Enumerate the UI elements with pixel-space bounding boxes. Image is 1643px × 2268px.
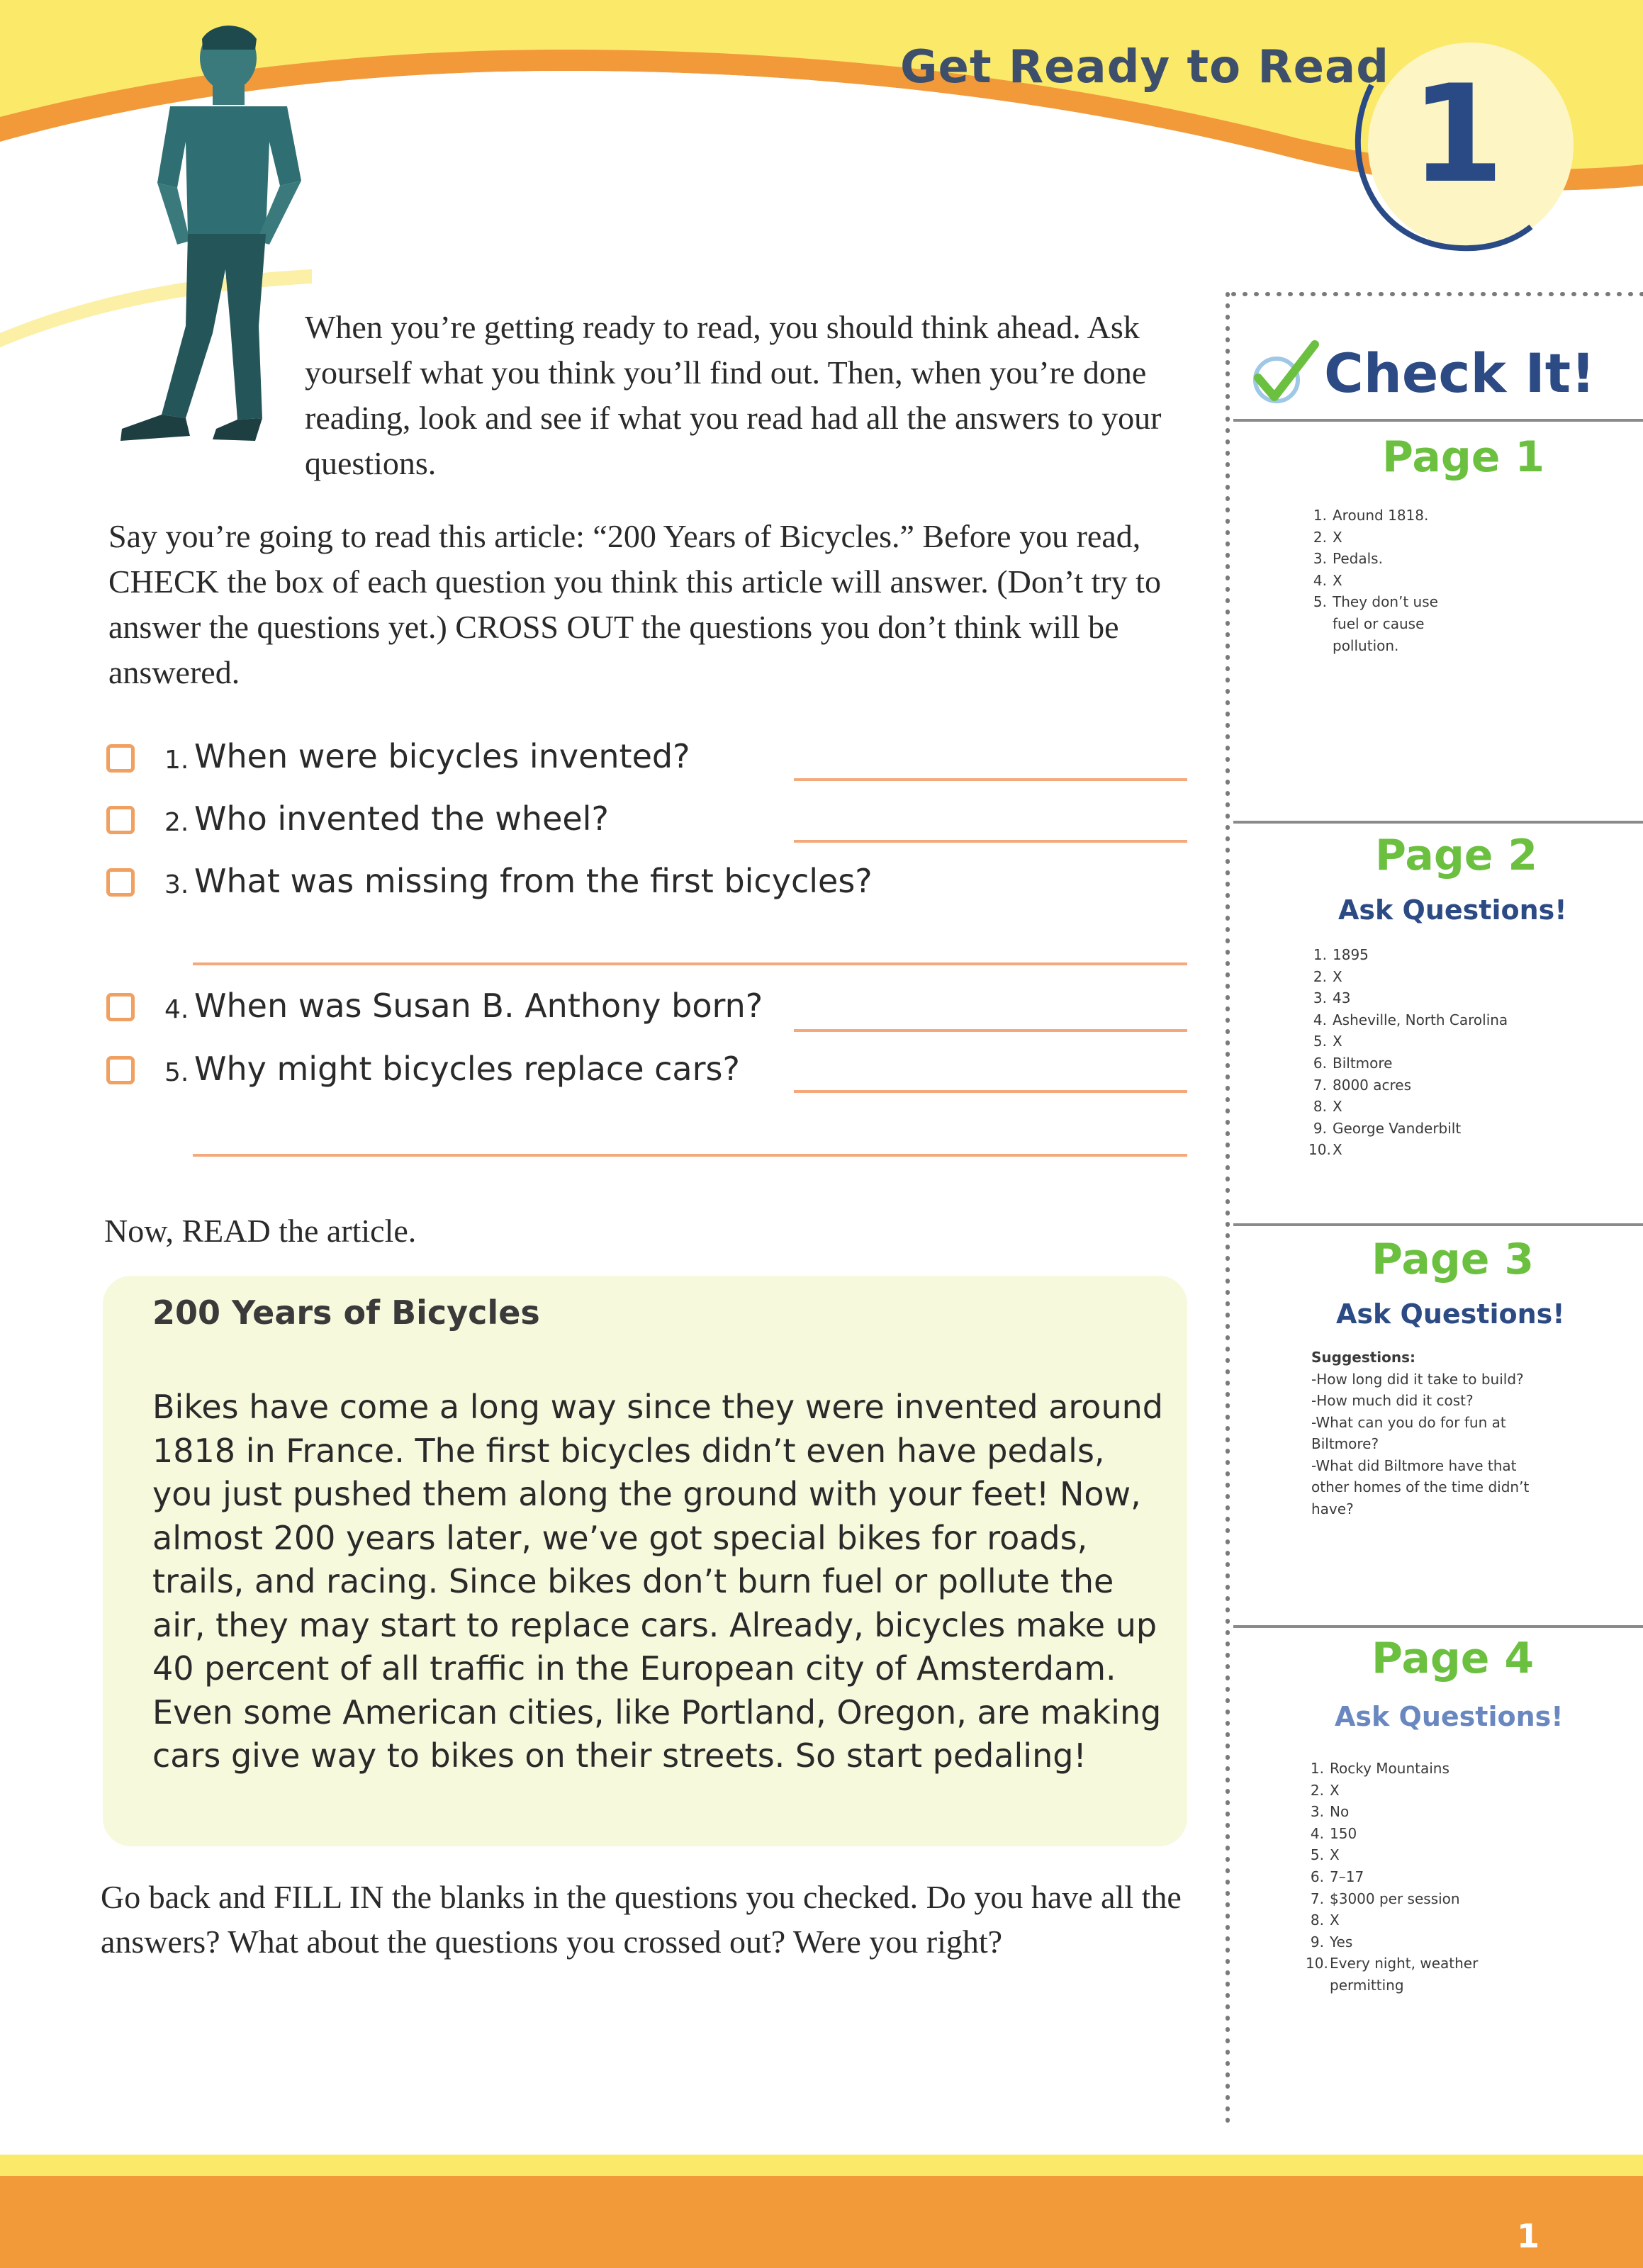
list-item: 5. They don’t use fuel or cause pollution. xyxy=(1313,593,1438,654)
answer-blank[interactable] xyxy=(794,1090,1187,1093)
question-number: 4. xyxy=(164,995,189,1024)
list-item: 4. Asheville, North Carolina xyxy=(1313,1011,1508,1028)
footer-orange-band xyxy=(0,2176,1643,2268)
answer-section-page-2-label: Page 2 xyxy=(1375,831,1538,880)
question-number: 1. xyxy=(164,746,189,775)
go-back-paragraph: Go back and FILL IN the blanks in the questions you checked. Do you have all the answers? What about the questions you crossed out? Were you right? xyxy=(101,1879,1182,1960)
answer-list-page-2 xyxy=(1308,944,1578,1161)
now-read-instruction: Now, READ the article. xyxy=(104,1213,417,1249)
list-item: 7. 8000 acres xyxy=(1313,1076,1412,1094)
instructions-paragraph: Say you’re going to read this article: “200 Years of Bicycles.” Before you read, CHECK the box of each question you think this article will answer. (Don’t try to answer the questions yet.) CROSS OUT the questions you don’t think will be answered. xyxy=(108,518,1161,690)
suggestions-label: Suggestions: xyxy=(1311,1349,1416,1366)
list-item: 9. George Vanderbilt xyxy=(1313,1119,1462,1137)
list-item: 4. 150 xyxy=(1310,1824,1357,1842)
question-checkbox[interactable] xyxy=(106,806,135,834)
list-item: 1. 1895 xyxy=(1313,946,1369,963)
list-item: -What can you do for fun at Biltmore? xyxy=(1311,1413,1506,1452)
list-item: 1. Around 1818. xyxy=(1313,507,1429,524)
answer-blank[interactable] xyxy=(794,778,1187,781)
list-item: 1. Rocky Mountains xyxy=(1310,1760,1449,1777)
question-checkbox[interactable] xyxy=(106,868,135,897)
question-number: 5. xyxy=(164,1058,189,1087)
list-item: 4. X xyxy=(1313,571,1342,589)
list-item: -How long did it take to build? xyxy=(1311,1370,1524,1388)
ask-questions-subtitle: Ask Questions! xyxy=(1338,894,1567,926)
answer-blank[interactable] xyxy=(794,840,1187,843)
answer-section-page-3-label: Page 3 xyxy=(1372,1235,1535,1284)
ask-questions-subtitle: Ask Questions! xyxy=(1335,1701,1564,1732)
list-item: 3. 43 xyxy=(1313,989,1351,1007)
list-item: -What did Biltmore have that other homes of the time didn’t have? xyxy=(1311,1456,1530,1517)
answer-blank[interactable] xyxy=(193,962,1187,965)
list-item: 3. Pedals. xyxy=(1313,550,1383,568)
answer-section-page-4-label: Page 4 xyxy=(1372,1634,1535,1683)
list-item: 3. No xyxy=(1310,1803,1350,1821)
answer-list-page-4 xyxy=(1306,1758,1518,1997)
question-text: Why might bicycles replace cars? xyxy=(194,1050,740,1088)
list-item: 2. X xyxy=(1310,1781,1340,1799)
list-item: 9. Yes xyxy=(1310,1933,1353,1950)
question-number: 3. xyxy=(164,870,189,899)
question-text: When was Susan B. Anthony born? xyxy=(194,987,763,1025)
lesson-number: 1 xyxy=(1411,56,1505,213)
list-item: 7. $3000 per session xyxy=(1310,1890,1460,1907)
list-item: 5. X xyxy=(1313,1033,1342,1050)
page-number: 1 xyxy=(1517,2217,1540,2255)
list-item: 10. Every night, weather permitting xyxy=(1306,1955,1479,1994)
list-item: -How much did it cost? xyxy=(1311,1392,1474,1409)
answer-blank[interactable] xyxy=(193,1154,1187,1157)
list-item: 6. 7–17 xyxy=(1310,1868,1364,1885)
question-text: When were bicycles invented? xyxy=(194,737,690,775)
intro-paragraph: When you’re getting ready to read, you should think ahead. Ask yourself what you think you’ll find out. Then, when you’re done reading, look and see if what you read had all the answers to your questions. xyxy=(305,309,1162,481)
list-item: 2. X xyxy=(1313,967,1342,985)
list-item: 8. X xyxy=(1310,1911,1340,1929)
list-item: 2. X xyxy=(1313,528,1342,546)
answer-section-page-1-label: Page 1 xyxy=(1382,432,1545,482)
answer-blank[interactable] xyxy=(794,1029,1187,1032)
article-title: 200 Years of Bicycles xyxy=(152,1293,540,1332)
list-item: 10. X xyxy=(1308,1141,1342,1159)
ask-questions-subtitle: Ask Questions! xyxy=(1336,1298,1565,1330)
checkmark-icon xyxy=(1250,339,1320,413)
page-title: Get Ready to Read xyxy=(900,41,1390,94)
answer-list-page-1 xyxy=(1308,505,1493,656)
list-item: 6. Biltmore xyxy=(1313,1054,1393,1072)
question-checkbox[interactable] xyxy=(106,1056,135,1084)
list-item: 5. X xyxy=(1310,1846,1340,1864)
list-item: 8. X xyxy=(1313,1098,1342,1116)
suggestions-list xyxy=(1311,1347,1552,1520)
question-text: Who invented the wheel? xyxy=(194,799,609,838)
question-text: What was missing from the first bicycles? xyxy=(194,862,873,900)
question-checkbox[interactable] xyxy=(106,744,135,773)
question-number: 2. xyxy=(164,808,189,837)
article-body: Bikes have come a long way since they were invented around 1818 in France. The first bicycles didn’t even have pedals, you just pushed them along the ground with your feet! Now, almost 200 years later, we’ve got special bikes for roads, trails, and racing. Since bikes don’t burn fuel or pollute the air, they may start to replace cars. Already, bicycles make up 40 percent of all traffic in the European city of Amsterdam. Even some American cities, like Portland, Oregon, are making cars give way to bikes on their streets. So start pedaling! xyxy=(152,1388,1163,1775)
question-checkbox[interactable] xyxy=(106,993,135,1021)
check-it-title: Check It! xyxy=(1324,342,1596,405)
